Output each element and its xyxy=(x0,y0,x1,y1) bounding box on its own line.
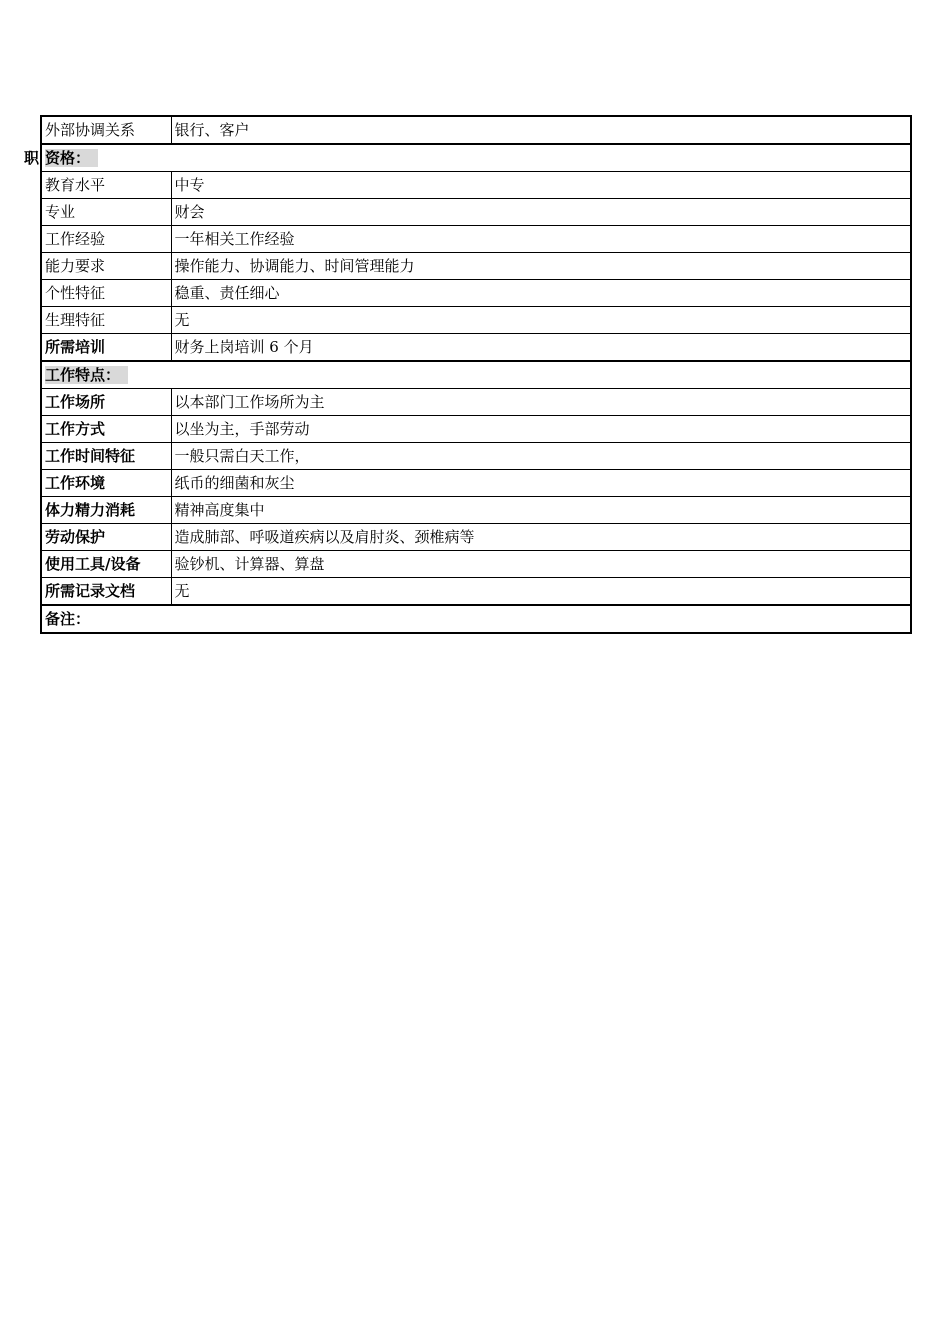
remarks-label: 备注： xyxy=(41,605,911,633)
row-value: 无 xyxy=(171,578,911,606)
table-row xyxy=(41,578,911,606)
row-value: 银行、客户 xyxy=(171,116,911,144)
row-label: 使用工具/设备 xyxy=(41,551,171,578)
row-label: 所需记录文档 xyxy=(41,578,171,606)
section-label: 工作特点： xyxy=(45,366,128,384)
row-value: 精神高度集中 xyxy=(171,497,911,524)
row-value: 造成肺部、呼吸道疾病以及肩肘炎、颈椎病等 xyxy=(171,524,911,551)
row-label: 劳动保护 xyxy=(41,524,171,551)
row-value: 财务上岗培训 6 个月 xyxy=(171,334,911,362)
row-value: 无 xyxy=(171,307,911,334)
row-value: 验钞机、计算器、算盘 xyxy=(171,551,911,578)
row-value: 中专 xyxy=(171,172,911,199)
row-value: 一年相关工作经验 xyxy=(171,226,911,253)
section-prefix-text: 职 xyxy=(24,149,40,167)
table-row xyxy=(41,551,911,578)
row-value: 操作能力、协调能力、时间管理能力 xyxy=(171,253,911,280)
table-row xyxy=(41,416,911,443)
table-row xyxy=(41,389,911,416)
row-value: 财会 xyxy=(171,199,911,226)
table-row xyxy=(41,307,911,334)
table-row xyxy=(41,470,911,497)
row-label: 所需培训 xyxy=(41,334,171,362)
table-row xyxy=(41,172,911,199)
table-row xyxy=(41,253,911,280)
table-row xyxy=(41,226,911,253)
row-value: 以本部门工作场所为主 xyxy=(171,389,911,416)
row-label: 工作场所 xyxy=(41,389,171,416)
row-label: 生理特征 xyxy=(41,307,171,334)
table-row xyxy=(41,524,911,551)
row-label: 专业 xyxy=(41,199,171,226)
table-row xyxy=(41,497,911,524)
row-label: 工作时间特征 xyxy=(41,443,171,470)
row-value: 一般只需白天工作， xyxy=(171,443,911,470)
row-value: 稳重、责任细心 xyxy=(171,280,911,307)
table-row xyxy=(41,280,911,307)
row-label: 工作经验 xyxy=(41,226,171,253)
table-row xyxy=(41,199,911,226)
table-row xyxy=(41,443,911,470)
section-label: 资格： xyxy=(45,149,98,167)
row-label: 个性特征 xyxy=(41,280,171,307)
table-row xyxy=(41,116,911,144)
section-header-work xyxy=(41,361,911,389)
section-remarks xyxy=(41,605,911,633)
job-description-table xyxy=(40,115,912,634)
section-header-qualification xyxy=(41,144,911,172)
row-label: 能力要求 xyxy=(41,253,171,280)
row-label: 外部协调关系 xyxy=(41,116,171,144)
row-label: 工作方式 xyxy=(41,416,171,443)
row-value: 以坐为主，手部劳动 xyxy=(171,416,911,443)
table-row xyxy=(41,334,911,362)
row-value: 纸币的细菌和灰尘 xyxy=(171,470,911,497)
row-label: 教育水平 xyxy=(41,172,171,199)
row-label: 工作环境 xyxy=(41,470,171,497)
row-label: 体力精力消耗 xyxy=(41,497,171,524)
